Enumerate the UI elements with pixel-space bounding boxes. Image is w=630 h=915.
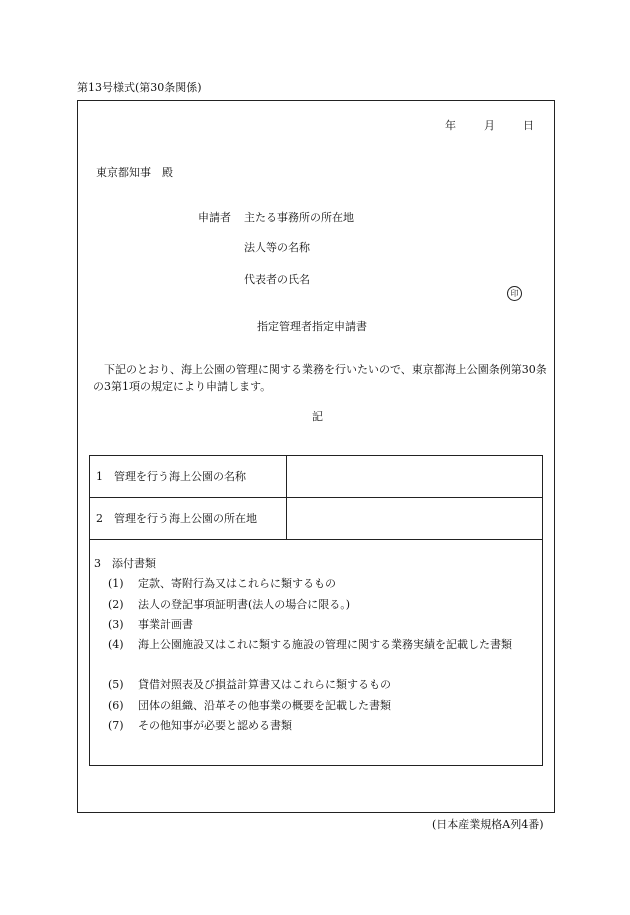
- table-column-divider: [286, 456, 287, 539]
- attachment-number: (7): [108, 719, 124, 732]
- attachment-text: 貸借対照表及び損益計算書又はこれらに類するもの: [138, 678, 391, 691]
- attachments-heading: 3 添付書類: [94, 557, 156, 570]
- applicant-label: 申請者: [198, 211, 231, 224]
- attachment-number: (6): [108, 699, 124, 712]
- attachment-text: その他知事が必要と認める書類: [138, 719, 292, 732]
- list-item: [108, 618, 193, 631]
- office-address-label: 主たる事務所の所在地: [244, 211, 354, 224]
- date-month-label: 月: [484, 119, 495, 132]
- paper-size-note: (日本産業規格A列4番): [432, 818, 544, 831]
- attachment-text: 海上公園施設又はこれに類する施設の管理に関する業務実績を記載した書類: [138, 638, 512, 651]
- ki-heading: 記: [312, 410, 323, 423]
- list-item: [108, 577, 336, 590]
- attachment-number: (4): [108, 638, 124, 651]
- park-name-label: 1 管理を行う海上公園の名称: [96, 470, 246, 483]
- date-day-label: 日: [523, 119, 534, 132]
- addressee: 東京都知事 殿: [96, 166, 173, 179]
- attachment-text: 事業計画書: [138, 618, 193, 631]
- attachment-number: (3): [108, 618, 124, 631]
- document-title: 指定管理者指定申請書: [257, 320, 367, 333]
- list-item: [108, 678, 391, 691]
- table-row-divider: [90, 539, 542, 540]
- list-item: [108, 719, 292, 732]
- list-item: [94, 635, 540, 654]
- attachment-text: 団体の組織、沿革その他事業の概要を記載した書類: [138, 699, 391, 712]
- park-location-label: 2 管理を行う海上公園の所在地: [96, 512, 257, 525]
- attachment-text: 法人の登記事項証明書(法人の場合に限る。): [138, 598, 351, 611]
- list-item: [108, 699, 391, 712]
- date-year-label: 年: [445, 119, 456, 132]
- list-item: [108, 598, 350, 611]
- seal-icon: 印: [507, 286, 522, 301]
- attachment-text: 定款、寄附行為又はこれらに類するもの: [138, 577, 336, 590]
- items-table: [89, 455, 543, 766]
- attachment-number: (5): [108, 678, 124, 691]
- date-line: [445, 119, 534, 132]
- representative-name-label: 代表者の氏名: [244, 273, 310, 286]
- attachment-number: (1): [108, 577, 124, 590]
- application-statement: 下記のとおり、海上公園の管理に関する業務を行いたいので、東京都海上公園条例第30条の3第1項の規定により申請します。: [93, 363, 547, 393]
- attachment-number: (2): [108, 598, 124, 611]
- form-number-title: 第13号様式(第30条関係): [77, 81, 202, 94]
- corporation-name-label: 法人等の名称: [244, 241, 310, 254]
- table-row-divider: [90, 497, 542, 498]
